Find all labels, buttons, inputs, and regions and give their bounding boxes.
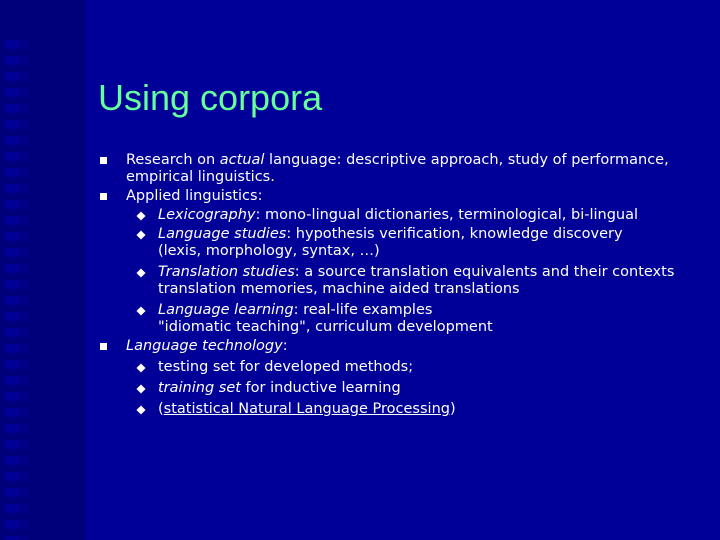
sub-item-emphasis: Language studies (158, 226, 287, 242)
item-emphasis: Language technology (126, 338, 283, 354)
sub-item-text: : a source translation equivalents and their contexts (294, 264, 675, 280)
square-bullet-icon (100, 157, 107, 164)
diamond-bullet-icon (136, 306, 145, 315)
sub-item-emphasis: training set (158, 380, 241, 396)
slide-title: Using corpora (98, 77, 323, 118)
sub-item-text: for inductive learning (240, 380, 401, 396)
sub-item-language-studies (100, 226, 712, 260)
decorative-squares-inner (21, 40, 27, 540)
sub-item-testing-set (100, 359, 712, 376)
sub-item-text-continued: (lexis, morphology, syntax, …) (158, 243, 380, 259)
sub-item-text: : hypothesis verification, knowledge discovery (286, 226, 623, 242)
item-text: Applied linguistics: (126, 188, 263, 204)
bullet-item-applied-linguistics (100, 188, 712, 205)
bullet-item-research (100, 152, 712, 186)
sub-item-training-set (100, 380, 712, 397)
paren-open: ( (158, 401, 164, 417)
item-text: Research on (126, 152, 220, 168)
sub-item-emphasis: Translation studies (158, 264, 295, 280)
sub-item-translation-studies (100, 264, 712, 298)
item-text: : (282, 338, 288, 354)
diamond-bullet-icon (136, 211, 145, 220)
square-bullet-icon (100, 193, 107, 200)
item-emphasis: actual (219, 152, 265, 168)
statistical-nlp-link[interactable]: statistical Natural Language Processing (163, 401, 450, 417)
sub-item-language-learning (100, 302, 712, 336)
bullet-item-language-technology (100, 338, 712, 355)
sub-item-text-continued: "idiomatic teaching", curriculum development (158, 319, 493, 335)
diamond-bullet-icon (136, 268, 145, 277)
sub-item-emphasis: Lexicography (158, 207, 256, 223)
sub-item-statistical-nlp (100, 401, 712, 418)
diamond-bullet-icon (136, 363, 145, 372)
sub-item-text: : real-life examples (293, 302, 433, 318)
paren-close: ) (449, 401, 456, 417)
sub-item-emphasis: Language learning (158, 302, 294, 318)
decorative-left-band (0, 0, 86, 540)
sub-item-lexicography (100, 207, 712, 224)
diamond-bullet-icon (136, 405, 145, 414)
item-text-continued: empirical linguistics. (126, 169, 275, 185)
sub-item-text-continued: translation memories, machine aided translations (158, 281, 520, 297)
square-bullet-icon (100, 343, 107, 350)
sub-item-text: testing set for developed methods; (158, 359, 414, 375)
slide-content (100, 152, 712, 420)
sub-item-text: : mono-lingual dictionaries, terminological, bi-lingual (255, 207, 639, 223)
item-text: language: descriptive approach, study of performance, (264, 152, 669, 168)
diamond-bullet-icon (136, 230, 145, 239)
diamond-bullet-icon (136, 384, 145, 393)
decorative-squares (5, 40, 19, 540)
